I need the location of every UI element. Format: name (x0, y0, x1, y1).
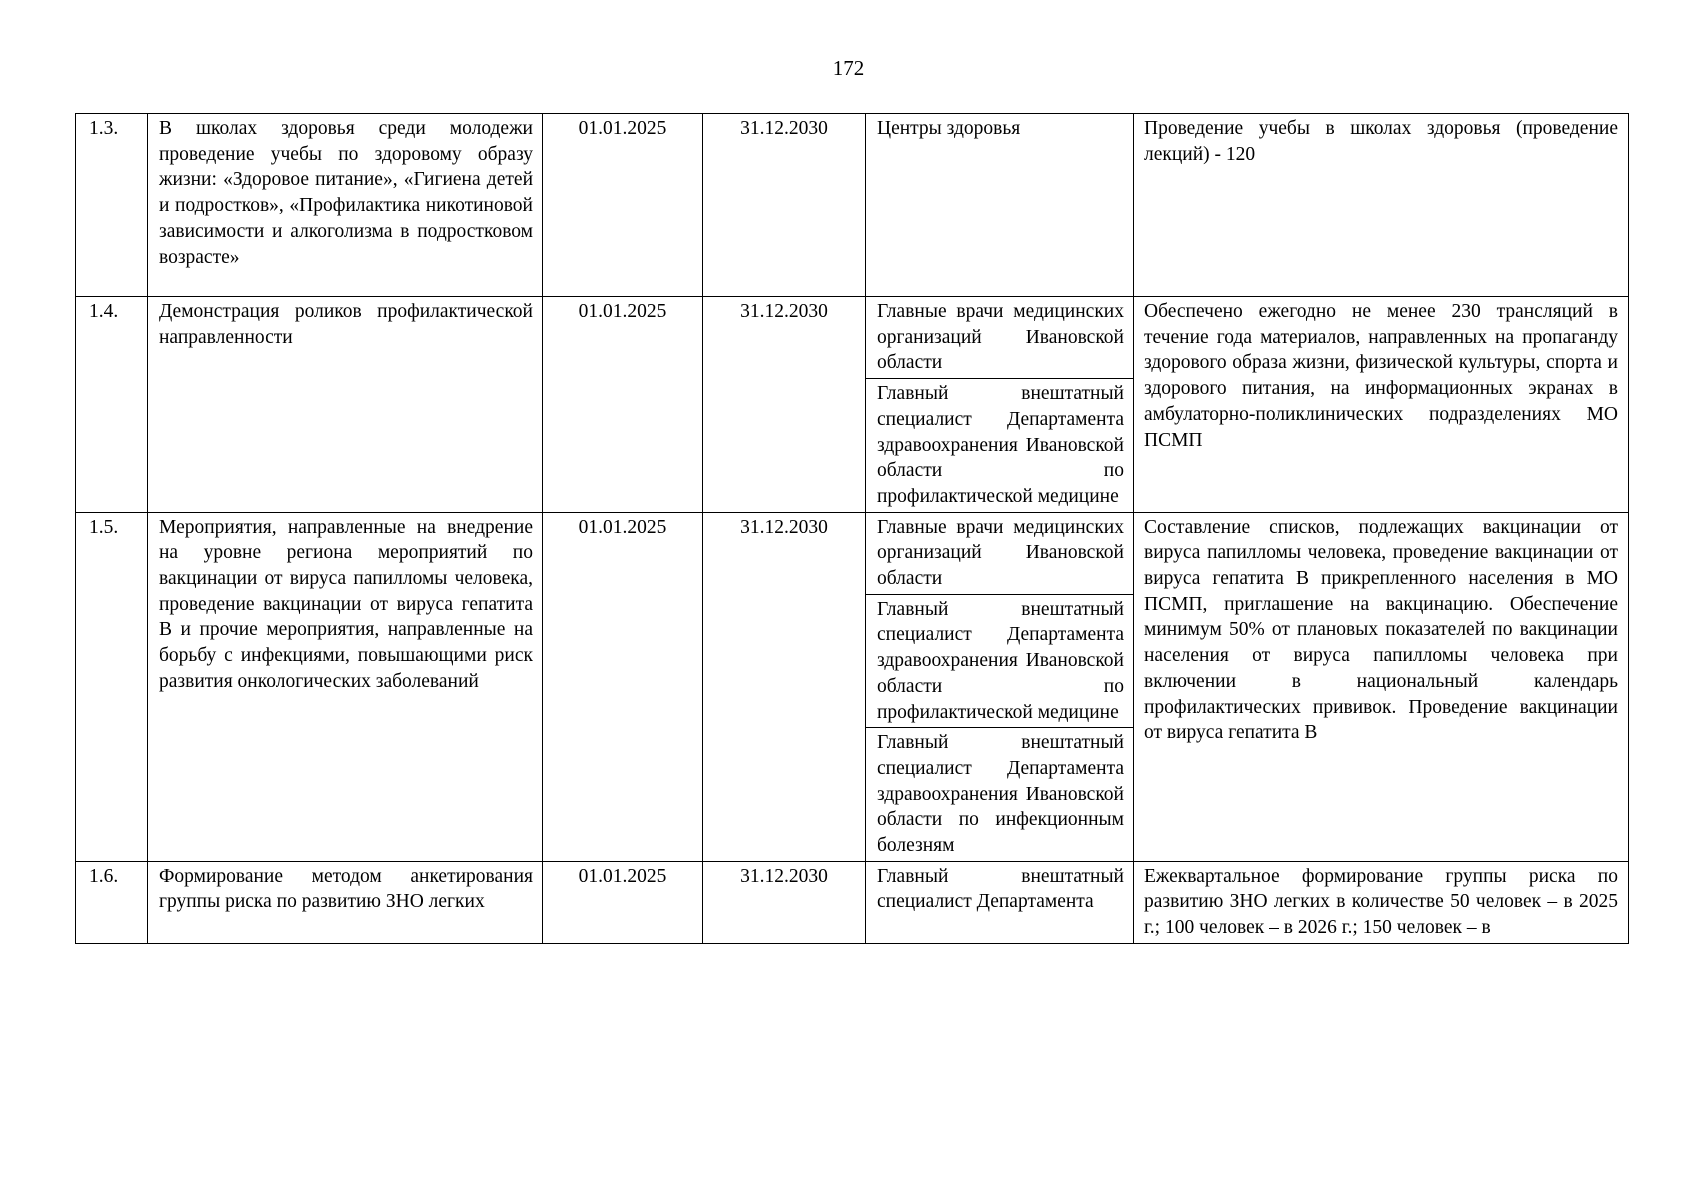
end-date: 31.12.2030 (703, 512, 866, 861)
responsible-item: Главный внештатный специалист Департамента здравоохранения Ивановской области по профилактической медицине (866, 378, 1133, 512)
responsible-cell (866, 861, 1134, 943)
end-date: 31.12.2030 (703, 297, 866, 513)
start-date: 01.01.2025 (543, 861, 703, 943)
measure-name: Формирование методом анкетирования группы риска по развитию ЗНО легких (148, 861, 543, 943)
responsible-item: Главный внештатный специалист Департамента здравоохранения Ивановской области по профилактической медицине (866, 594, 1133, 728)
table-row (76, 861, 1629, 943)
start-date: 01.01.2025 (543, 512, 703, 861)
measures-table (75, 113, 1629, 944)
responsible-item: Главный внештатный специалист Департамента (877, 865, 1124, 913)
expected-result: Проведение учебы в школах здоровья (проведение лекций) - 120 (1134, 114, 1629, 297)
responsible-item: Главные врачи медицинских организаций Ивановской области (877, 516, 1124, 590)
expected-result: Ежеквартальное формирование группы риска по развитию ЗНО легких в количестве 50 человек – в 2025 г.; 100 человек – в 2026 г.; 150 человек – в (1134, 861, 1629, 943)
responsible-cell (866, 114, 1134, 297)
measure-name: В школах здоровья среди молодежи проведение учебы по здоровому образу жизни: «Здоровое питание», «Гигиена детей и подростков», «Профилактика никотиновой зависимости и алкоголизма в подростковом возрасте» (148, 114, 543, 297)
row-number: 1.3. (76, 114, 148, 297)
responsible-item: Центры здоровья (877, 118, 1021, 139)
row-number: 1.6. (76, 861, 148, 943)
page-number: 172 (832, 56, 865, 80)
measure-name: Демонстрация роликов профилактической направленности (148, 297, 543, 513)
start-date: 01.01.2025 (543, 114, 703, 297)
table-row (76, 114, 1629, 297)
row-number: 1.5. (76, 512, 148, 861)
responsible-cell (866, 297, 1134, 513)
expected-result: Составление списков, подлежащих вакцинации от вируса папилломы человека, проведение вакцинации от вируса гепатита В прикрепленного населения в МО ПСМП, приглашение на вакцинацию. Обеспечение минимум 50% от плановых показателей по вакцинации населения от вируса папилломы человека при включении в национальный календарь профилактических прививок. Проведение вакцинации от вируса гепатита В (1134, 512, 1629, 861)
responsible-item: Главный внештатный специалист Департамента здравоохранения Ивановской области по инфекционным болезням (866, 727, 1133, 861)
end-date: 31.12.2030 (703, 861, 866, 943)
responsible-cell (866, 512, 1134, 861)
start-date: 01.01.2025 (543, 297, 703, 513)
table-row (76, 297, 1629, 513)
end-date: 31.12.2030 (703, 114, 866, 297)
row-number: 1.4. (76, 297, 148, 513)
measure-name: Мероприятия, направленные на внедрение на уровне региона мероприятий по вакцинации от вируса папилломы человека, проведение вакцинации от вируса гепатита В и прочие мероприятия, направленные на борьбу с инфекциями, повышающими риск развития онкологических заболеваний (148, 512, 543, 861)
expected-result: Обеспечено ежегодно не менее 230 трансляций в течение года материалов, направленных на пропаганду здорового образа жизни, физической культуры, спорта и здорового питания, на информационных экранах в амбулаторно-поликлинических подразделениях МО ПСМП (1134, 297, 1629, 513)
table-row (76, 512, 1629, 861)
responsible-item: Главные врачи медицинских организаций Ивановской области (877, 301, 1124, 374)
